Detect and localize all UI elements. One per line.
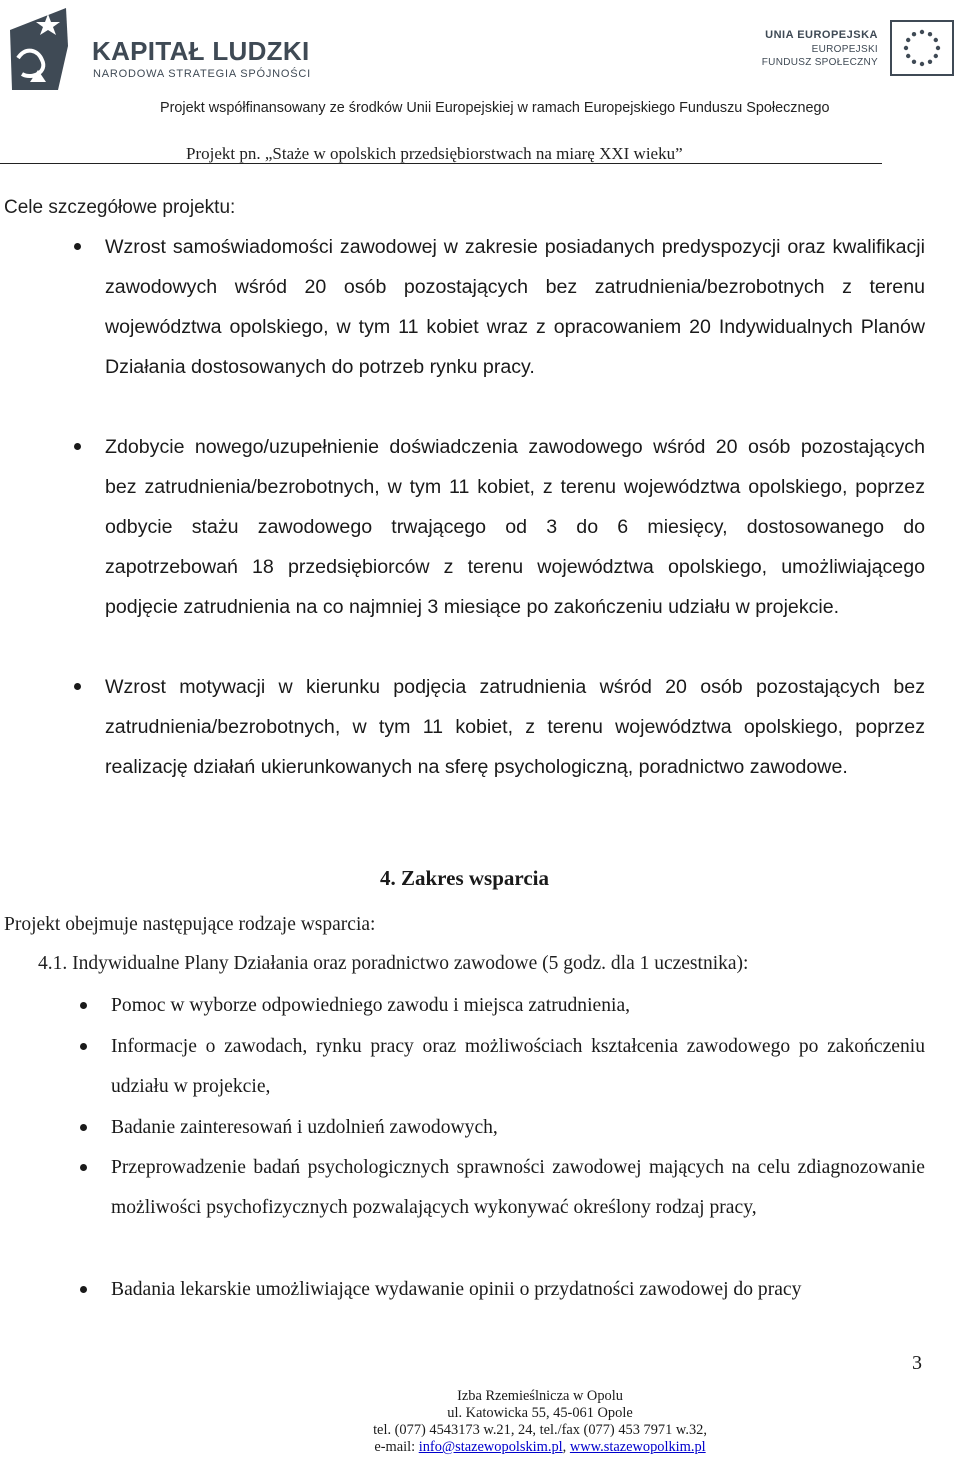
support-item: Badanie zainteresowań i uzdolnień zawodowych,: [111, 1117, 498, 1138]
kapital-ludzki-logo: [8, 6, 311, 92]
bullet-icon: [80, 1164, 87, 1171]
support-item: Przeprowadzenie badań psychologicznych sprawności zawodowej mających na celu zdiagnozowanie możliwości psychofizycznych pozwalających wykonywać określony rodzaj pracy,: [111, 1157, 925, 1218]
goal-item: Wzrost samoświadomości zawodowej w zakresie posiadanych predyspozycji oraz kwalifikacji zawodowych wśród 20 osób pozostających bez zatrudnienia/bezrobotnych z terenu województwa opolskiego, w tym 11 kobiet wraz z opracowaniem 20 Indywidualnych Planów Działania dostosowanych do potrzeb rynku pracy.: [105, 236, 925, 378]
eu-social-fund-logo: [742, 20, 954, 92]
logo-title: KAPITAŁ LUDZKI: [92, 36, 310, 66]
bullet-icon: [74, 243, 81, 250]
goals-heading: Cele szczegółowe projektu:: [4, 197, 236, 218]
subsection-heading: 4.1. Indywidualne Plany Działania oraz poradnictwo zawodowe (5 godz. dla 1 uczestnika):: [38, 953, 749, 974]
page-number: 3: [912, 1352, 922, 1374]
goal-item: Wzrost motywacji w kierunku podjęcia zatrudnienia wśród 20 osób pozostających bez zatrudnienia/bezrobotnych, w tym 11 kobiet, z terenu województwa opolskiego, poprzez realizację działań ukierunkowanych na sferę psychologiczną, poradnictwo zawodowe.: [105, 676, 925, 778]
eu-logo-line2: EUROPEJSKI: [811, 44, 878, 55]
bullet-icon: [80, 1286, 87, 1293]
support-item: Pomoc w wyborze odpowiedniego zawodu i miejsca zatrudnienia,: [111, 995, 631, 1016]
footer-website-link[interactable]: www.stazewopolkim.pl: [569, 1439, 706, 1455]
footer-contact: [340, 1439, 740, 1456]
eu-logo-line3: FUNDUSZ SPOŁECZNY: [761, 57, 878, 68]
cofinancing-note: Projekt współfinansowany ze środków Unii Europejskiej w ramach Europejskiego Funduszu Społecznego: [160, 100, 830, 116]
footer-org: Izba Rzemieślnicza w Opolu: [457, 1388, 623, 1404]
bullet-icon: [74, 443, 81, 450]
section-title: 4. Zakres wsparcia: [380, 866, 549, 890]
bullet-icon: [80, 1002, 87, 1009]
footer-email-link[interactable]: info@stazewopolskim.pl: [418, 1439, 563, 1455]
footer-address: ul. Katowicka 55, 45-061 Opole: [447, 1405, 633, 1421]
support-item: Informacje o zawodach, rynku pracy oraz możliwościach kształcenia zawodowego po zakończeniu udziału w projekcie,: [111, 1036, 925, 1097]
bullet-icon: [80, 1043, 87, 1050]
footer-email-label: e-mail:: [374, 1439, 416, 1455]
footer: [340, 1388, 740, 1456]
header-divider: [0, 163, 882, 164]
footer-separator: ,: [562, 1439, 567, 1455]
project-name: Projekt pn. „Staże w opolskich przedsiębiorstwach na miarę XXI wieku”: [186, 144, 683, 163]
eu-logo-line1: UNIA EUROPEJSKA: [765, 29, 878, 41]
support-item: Badania lekarskie umożliwiające wydawanie opinii o przydatności zawodowej do pracy: [111, 1279, 802, 1300]
logo-subtitle: NARODOWA STRATEGIA SPÓJNOŚCI: [93, 68, 311, 80]
bullet-icon: [80, 1124, 87, 1131]
kapital-ludzki-emblem-icon: [8, 6, 74, 92]
support-intro: Projekt obejmuje następujące rodzaje wsparcia:: [4, 914, 376, 935]
goal-item: Zdobycie nowego/uzupełnienie doświadczenia zawodowego wśród 20 osób pozostających bez zatrudnienia/bezrobotnych, w tym 11 kobiet, z terenu województwa opolskiego, poprzez odbycie stażu zawodowego trwającego od 3 do 6 miesięcy, dostosowanego do zapotrzebowań 18 przedsiębiorców z terenu województwa opolskiego, umożliwiającego podjęcie zatrudnienia na co najmniej 3 miesiące po zakończeniu udziału w projekcie.: [105, 436, 925, 618]
bullet-icon: [74, 683, 81, 690]
eu-logo-text: [762, 28, 878, 69]
footer-phone: tel. (077) 4543173 w.21, 24, tel./fax (077) 453 7971 w.32,: [373, 1422, 707, 1438]
eu-flag-icon: [890, 20, 954, 76]
